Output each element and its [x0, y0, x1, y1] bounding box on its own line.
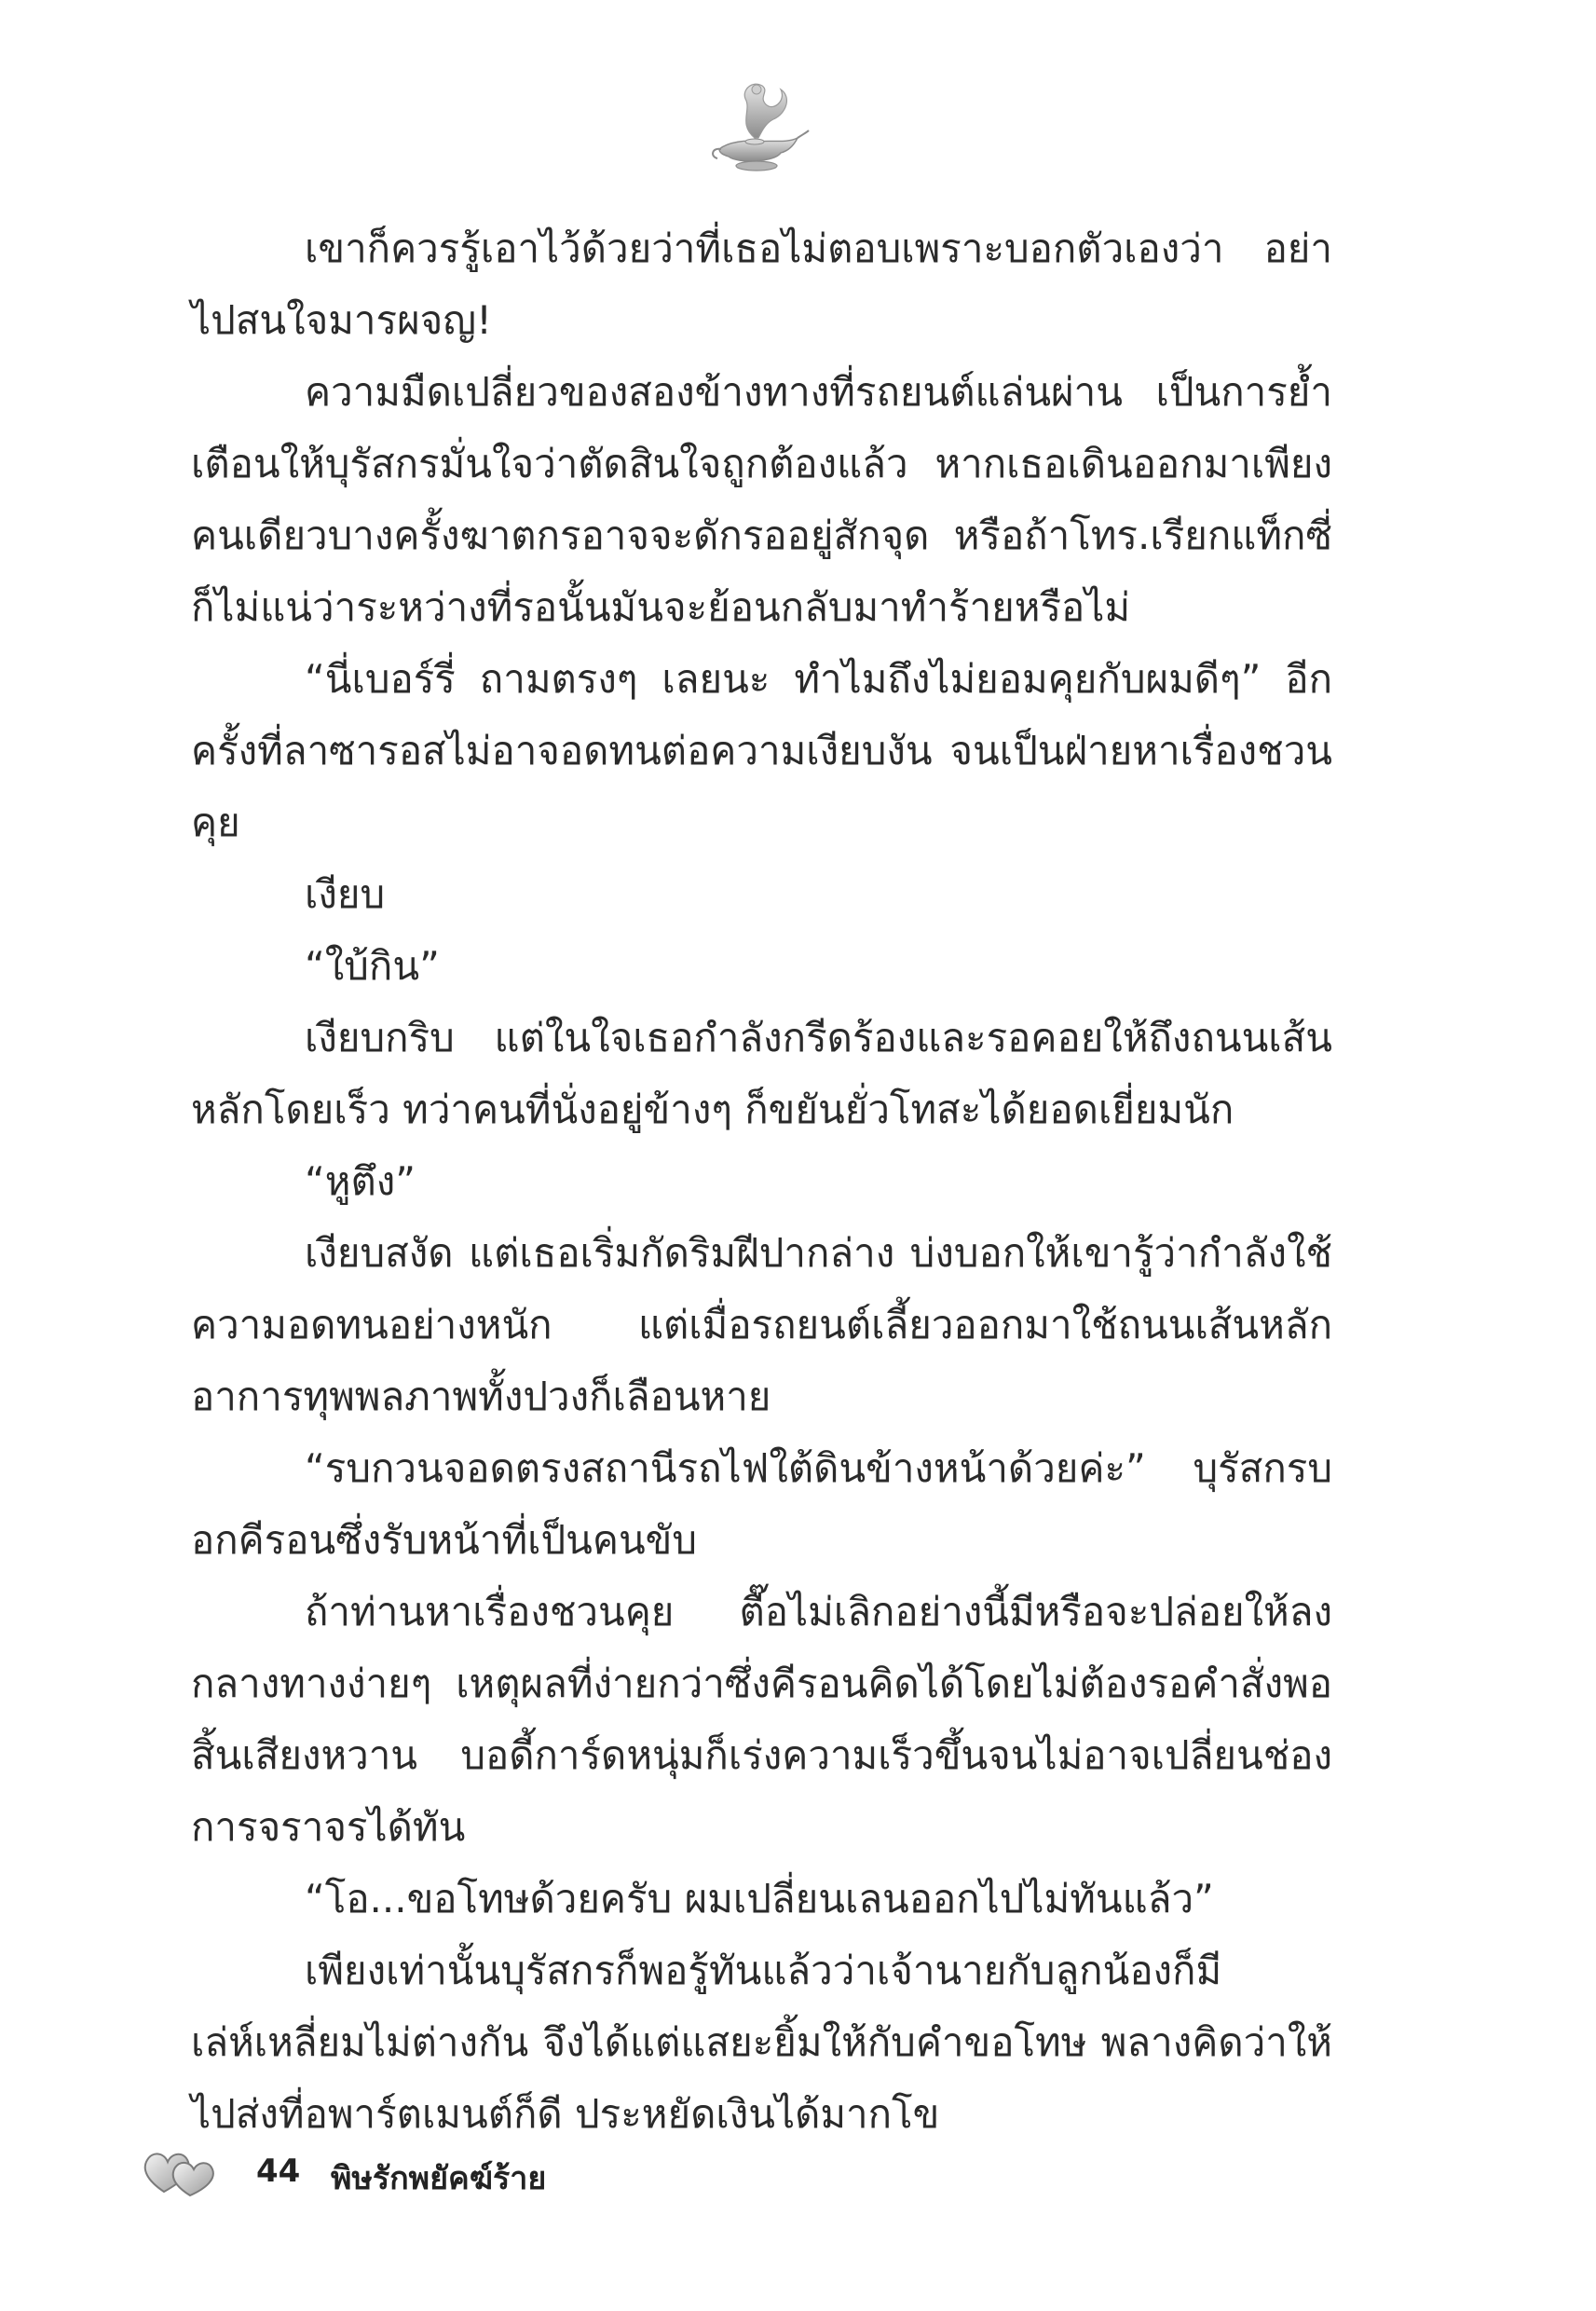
book-title: พิษรักพยัคฆ์ร้าย [331, 2160, 547, 2197]
paragraph: “โอ...ขอโทษด้วยครับ ผมเปลี่ยนเลนออกไปไม่ทันแล้ว” [305, 1876, 1214, 1921]
genie-lamp-icon [701, 73, 812, 185]
paragraph: “นี่เบอร์รี่ ถามตรงๆ เลยนะ ทำไมถึงไม่ยอมคุยกับผมดีๆ” อีกครั้งที่ลาซารอสไม่อาจอดทนต่อความเงียบงัน จนเป็นฝ่ายหาเรื่องชวนคุย [191, 656, 1332, 845]
paragraph: “ใบ้กิน” [305, 943, 440, 989]
hearts-icon [140, 2143, 216, 2199]
page-footer [140, 2143, 792, 2199]
paragraph: เงียบสงัด แต่เธอเริ่มกัดริมฝีปากล่าง บ่งบอกให้เขารู้ว่ากำลังใช้ความอดทนอย่างหนัก แต่เมื่อรถยนต์เลี้ยวออกมาใช้ถนนเส้นหลักอาการทุพพลภาพทั้งปวงก็เลือนหาย [191, 1230, 1332, 1419]
page-number: 44 [256, 2153, 301, 2190]
page-body [191, 212, 1332, 2137]
paragraph: เงียบกริบ แต่ในใจเธอกำลังกรีดร้องและรอคอยให้ถึงถนนเส้นหลักโดยเร็ว ทว่าคนที่นั่งอยู่ข้างๆ ก็ขยันยั่วโทสะได้ยอดเยี่ยมนัก [191, 1015, 1332, 1132]
paragraph: ความมืดเปลี่ยวของสองข้างทางที่รถยนต์แล่นผ่าน เป็นการย้ำเตือนให้บุรัสกรมั่นใจว่าตัดสินใจถูกต้องแล้ว หากเธอเดินออกมาเพียงคนเดียวบางครั้งฆาตกรอาจจะดักรออยู่สักจุด หรือถ้าโทร.เรียกแท็กซี่ก็ไม่แน่ว่าระหว่างที่รอนั้นมันจะย้อนกลับมาทำร้ายหรือไม่ [191, 369, 1332, 630]
paragraph: เงียบ [305, 871, 386, 917]
paragraph: เพียงเท่านั้นบุรัสกรก็พอรู้ทันแล้วว่าเจ้านายกับลูกน้องก็มีเล่ห์เหลี่ยมไม่ต่างกัน จึงได้แต่แสยะยิ้มให้กับคำขอโทษ พลางคิดว่าให้ไปส่งที่อพาร์ตเมนต์ก็ดี ประหยัดเงินได้มากโข [191, 1948, 1332, 2137]
paragraph: “รบกวนจอดตรงสถานีรถไฟใต้ดินข้างหน้าด้วยค่ะ” บุรัสกรบอกคีรอนซึ่งรับหน้าที่เป็นคนขับ [191, 1445, 1332, 1563]
paragraph: เขาก็ควรรู้เอาไว้ด้วยว่าที่เธอไม่ตอบเพราะบอกตัวเองว่า อย่าไปสนใจมารผจญ! [191, 226, 1332, 343]
paragraph: ถ้าท่านหาเรื่องชวนคุย ตื๊อไม่เลิกอย่างนี้มีหรือจะปล่อยให้ลงกลางทางง่ายๆ เหตุผลที่ง่ายกว่าซึ่งคีรอนคิดได้โดยไม่ต้องรอคำสั่งพอสิ้นเสียงหวาน บอดี้การ์ดหนุ่มก็เร่งความเร็วขึ้นจนไม่อาจเปลี่ยนช่องการจราจรได้ทัน [191, 1589, 1332, 1850]
paragraph: “หูตึง” [305, 1158, 416, 1204]
